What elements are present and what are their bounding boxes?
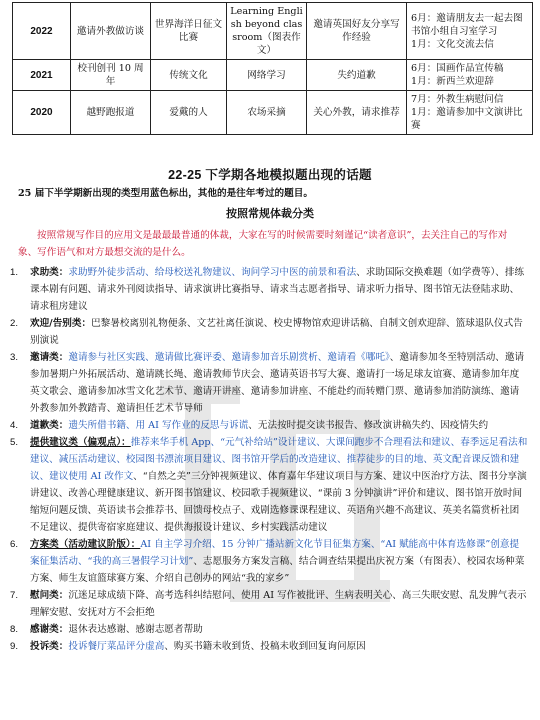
item-number: 7. [10,590,19,601]
list-item [6,587,528,621]
topic-cell: 世界海洋日征文比赛 [151,3,227,60]
topic-cell: 网络学习 [227,60,307,91]
month-topic: 1月：邀请参加中文演讲比赛 [411,107,523,131]
past-topics-text: 、购买书籍未收到货、投稿未收到回复询问原因 [164,641,366,652]
month-topic: 6月：国画作品宣传稿 [411,63,504,74]
category-label: 求助类： [30,267,69,278]
item-number: 4. [10,420,19,431]
new-topics-text: 邀请参与社区实践、邀请做比赛评委、邀请参加音乐剧赏析、邀请看《哪吒》 [68,352,390,363]
list-item [6,417,528,434]
month-topics-cell [407,91,533,135]
list-item [6,264,528,315]
topic-cell: 校刊创刊 10 周年 [71,60,151,91]
topic-cell: 农场采摘 [227,91,307,135]
category-label: 投诉类： [30,641,69,652]
section-title: 22-25 下学期各地模拟题出现的话题 [168,168,372,182]
item-number: 5. [10,437,19,448]
past-topics-text: 沉迷足球成绩下降、高考选科纠结慰问、使用 AI 写作被批评、生病表明关心、高三失眠安慰、乱发脾气表示理解安慰、安抚对方不会拒绝 [30,590,527,618]
past-topics-text: 、志愿服务方案发言稿、结合调查结果提出庆祝方案（有图表）、校园农场种菜方案、师生友谊篮球赛方案、介绍自己创办的网站“我的家乡” [30,556,525,584]
topic-cell: 邀请外教做访谈 [71,3,151,60]
list-item [6,536,528,587]
topic-cell: Learning English beyond classroom（图表作文） [227,3,307,60]
new-topics-text: 遗失所借书籍、用 AI 写作业的反思与诉谎 [68,420,249,431]
category-label: 邀请类： [30,352,69,363]
category-list [6,264,528,655]
topic-cell: 爱戴的人 [151,91,227,135]
topics-table [12,2,533,135]
new-topics-text: 投诉餐厅菜品评分虚高 [68,641,165,652]
year-cell: 2022 [13,3,71,60]
new-topics-text: 推荐来华手机 App、“元气补给站”设计建议、大课间跑步不合理看法和建议、春季远足看法和建议、减压活动建议、校园图书漂流项目建议、图书馆开学后的改造建议、推荐徒步的目的地、英文配音课反馈和建议、建议使用 AI 改作文 [30,437,528,482]
month-topic: 7月：外教生病慰问信 [411,94,504,105]
item-number: 6. [10,539,19,550]
past-topics-text: 巴黎暑校离别礼物便条、文艺社离任演说、校史博物馆欢迎讲话稿、自制文创欢迎辞、篮球退队仪式告别演说 [30,318,523,346]
category-label: 欢迎/告别类： [30,318,92,329]
month-topics-cell [407,60,533,91]
item-number: 2. [10,318,19,329]
month-topic: 6月：邀请朋友去一起去图书馆小组自习室学习 [411,12,523,37]
past-topics-text: 、邀请参加冬至特别活动、邀请参加暑期户外拓展活动、邀请跳长绳、邀请教师节庆会、邀请英语书写大赛、邀请打一场足球友谊赛、邀请参加年度英文歌会、邀请参加冰雪文化艺术节、邀请开讲座、邀请参加讲座、不能赴约而转赠门票、邀请参加消防演练、邀请外教参加外教踏青、邀请担任艺术节导师 [30,352,525,414]
table-row [13,60,533,91]
topic-cell: 越野跑报道 [71,91,151,135]
month-topic: 1月：新西兰欢迎辞 [411,76,494,87]
item-number: 3. [10,352,19,363]
item-number: 9. [10,641,19,652]
category-label: 慰问类： [30,590,69,601]
topic-cell: 邀请英国好友分享写作经验 [307,3,407,60]
intro-paragraph: 按照常规写作目的应用文是最最最普通的体裁，大家在写的时候需要时刻谨记“读者意识”，去关注自己的写作对象、写作语气和对方最想交流的是什么。 [18,230,508,258]
item-number: 8. [10,624,19,635]
category-label: 感谢类： [30,624,69,635]
past-topics-text: 、求助国际交换难题（如学费等）、排练课本剧有问题、请求外刊阅读指导、请求演讲比赛指导、请求当志愿者指导、请求听力指导、图书馆无法登陆求助、请求租房建议 [30,267,525,312]
list-item [6,315,528,349]
category-label: 提供建议类（偏观点）： [30,437,131,448]
list-item [6,621,528,638]
year-cell: 2021 [13,60,71,91]
new-topics-text: 求助野外徒步活动、给母校送礼物建议、询问学习中医的前景和看法 [68,267,357,278]
new-topics-text: AI 自主学习介绍、15 分钟广播站新文化节目征集方案、“AI 赋能高中体育选修课”创意提案征集活动、“我的高三暑假学习计划” [30,539,520,567]
table-row [13,3,533,60]
section-subtitle: 按照常规体裁分类 [226,207,314,220]
past-topics-text: 退休表达感谢、感谢志愿者帮助 [68,624,203,635]
category-label: 道歉类： [30,420,69,431]
topic-cell: 关心外教，请求推荐 [307,91,407,135]
month-topics-cell [407,3,533,60]
category-label: 方案类（活动建议阶版）： [30,539,141,550]
section-note: 25 届下半学期新出现的类型用蓝色标出，其他的是往年考过的题目。 [18,188,313,199]
topic-cell: 传统文化 [151,60,227,91]
topic-cell: 失约道歉 [307,60,407,91]
list-item [6,349,528,417]
year-cell: 2020 [13,91,71,135]
item-number: 1. [10,267,19,278]
table-row [13,91,533,135]
past-topics-text: 、无法按时提交读书报告、修改演讲稿失约、因疫情失约 [248,420,489,431]
list-item [6,638,528,655]
past-topics-text: 、“自然之美”三分钟视频建议、体育嘉年华建议项目与方案、建议中医治疗方法、图书分享演讲建议、改善心理健康建议、新开图书馆建议、校园歌手视频建议、“课前 3 分钟演讲”评价和建议、图书馆开放时间缩短问题反馈、英语读书会推荐书、回馈母校点子、戏剧选修课课程建议、英语角兴趣不高建议、英美名篇赏析社团不足建议、提供寄宿家庭建议、提供海报设计建议、乡村实践活动建议 [30,471,527,533]
list-item [6,434,528,536]
month-topic: 1月：文化交流去信 [411,38,494,50]
